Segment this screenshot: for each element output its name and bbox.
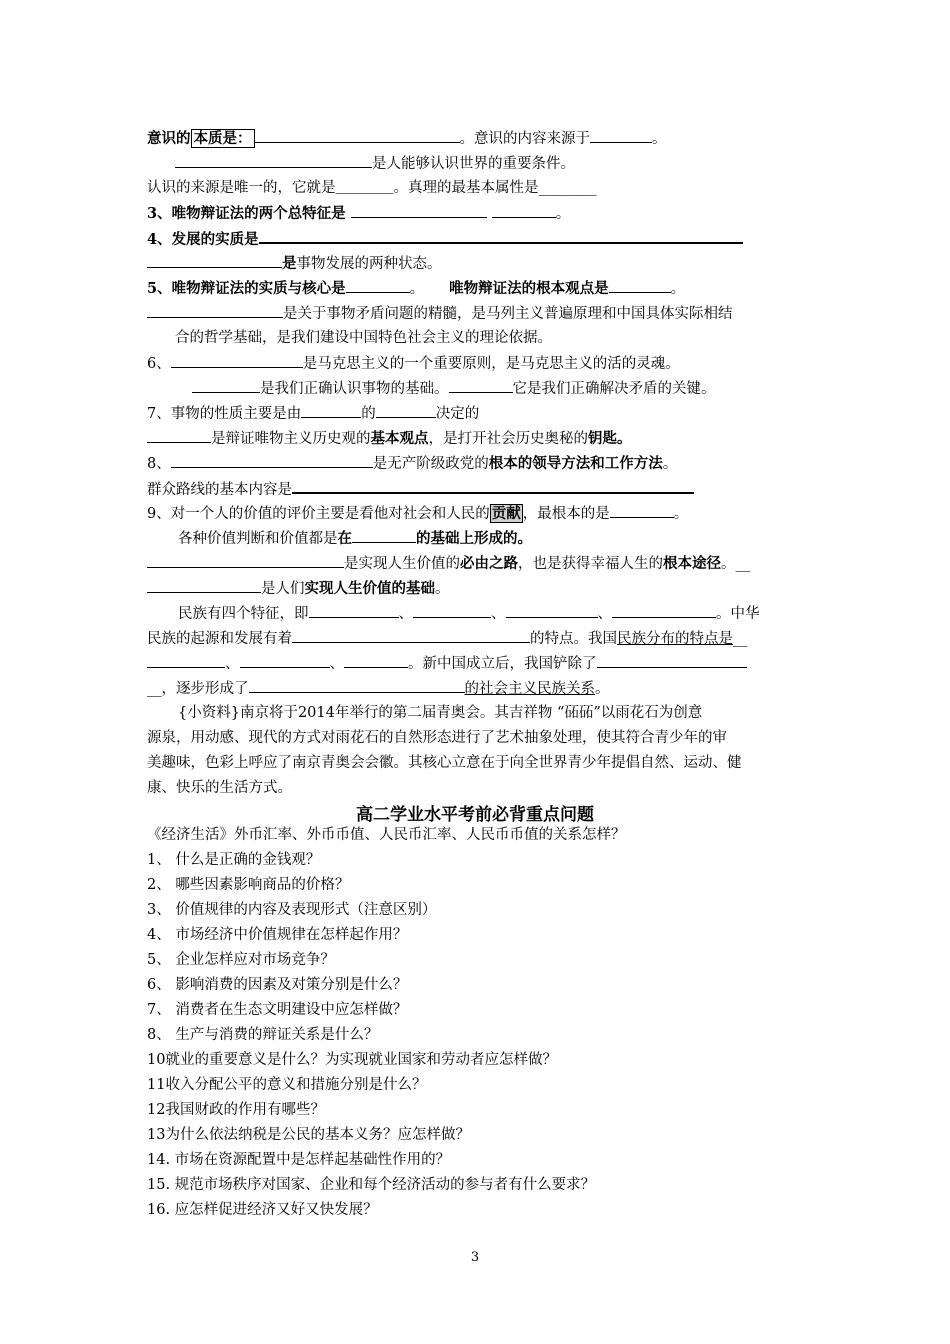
line-contradiction [147, 303, 812, 324]
text: 是我们正确认识事物的基础。 [260, 381, 449, 397]
text: 意识的 [147, 130, 191, 147]
line-cognition-condition [175, 153, 840, 174]
line-note-3: 美趣味，色彩上呼应了南京青奥会会徽。其核心立意在于向全世界青少年提倡自然、运动、健 [147, 755, 742, 771]
text: ，也是获得幸福人生的 [518, 556, 663, 572]
text: 事物发展的两种状态。 [296, 256, 442, 272]
line-life-value-basis [147, 578, 812, 599]
text: 它是我们正确解决矛盾的关键。 [512, 381, 716, 397]
text: 是实现人生价值的 [344, 556, 460, 572]
text: __，逐步形成了 [147, 681, 249, 697]
text: 群众路线的基本内容是 [147, 482, 292, 498]
text: 在 [337, 530, 352, 547]
text: 。新中国成立后，我国铲除了 [408, 656, 597, 672]
text: 、 [225, 656, 240, 672]
text: 民族有四个特征，即 [178, 606, 309, 622]
text: 是人们 [261, 581, 305, 597]
text: 。 [555, 206, 571, 222]
line-mass-line-content [147, 478, 812, 500]
text: 。 [652, 131, 667, 147]
fill-blank [147, 553, 344, 568]
text: 的特点。我国 [530, 631, 617, 647]
text: 唯物辩证法的根本观点是 [449, 280, 609, 297]
text: 8、 [147, 456, 171, 472]
line-life-value-path [147, 553, 812, 574]
text: 6、 [147, 356, 171, 372]
text: 的基础上形成的。 [416, 530, 532, 547]
text: 、 [329, 656, 344, 672]
text: 3、唯物辩证法的两个总特征是 [147, 205, 346, 222]
text: 《经济生活》 [147, 827, 234, 843]
fill-blank [597, 653, 747, 668]
fill-blank [292, 628, 530, 643]
fill-blank [147, 653, 225, 668]
text: 、 [491, 606, 506, 622]
fill-blank [147, 428, 211, 443]
text: 4、发展的实质是 [147, 231, 259, 248]
line-development [147, 228, 812, 250]
line-correct-understanding [192, 378, 857, 399]
line-nation-origin [147, 628, 812, 649]
list-item: 4、 市场经济中价值规律在怎样起作用？ [147, 927, 408, 943]
fill-blank [301, 403, 361, 418]
line-nature-of-things [147, 403, 812, 424]
text: 。意识的内容来源于 [459, 131, 590, 147]
fill-blank [609, 278, 671, 293]
text: 。 [409, 281, 425, 297]
text: 是辩证唯物主义历史观的 [211, 431, 371, 447]
list-item: 12我国财政的作用有哪些？ [147, 1102, 325, 1118]
fill-blank [492, 203, 556, 218]
list-item: 10就业的重要意义是什么？为实现就业国家和劳动者应怎样做？ [147, 1052, 557, 1068]
text: 。 [662, 456, 678, 472]
fill-blank [255, 128, 460, 143]
text: 5、唯物辩证法的实质与核心是 [147, 280, 346, 297]
text: 、 [597, 606, 612, 622]
fill-blank [292, 478, 694, 494]
text: 。 [595, 681, 610, 697]
list-item: 3、 价值规律的内容及表现形式（注意区别） [147, 902, 437, 918]
text: ，最根本的是 [522, 506, 610, 522]
text: __ [733, 631, 748, 647]
line-source-of-knowledge: 认识的来源是唯一的，它就是＿＿＿＿。真理的最基本属性是________ [147, 180, 597, 196]
line-dialectics-features [147, 203, 812, 224]
text: 实现人生价值的基础 [304, 580, 435, 597]
text: ，是打开社会历史奥秘的 [428, 431, 588, 447]
fill-blank [147, 303, 283, 318]
text: 的 [361, 406, 376, 422]
text: 决定的 [435, 406, 480, 422]
list-item: 11收入分配公平的意义和措施分别是什么？ [147, 1077, 427, 1093]
text: 是无产阶级政党的 [372, 456, 489, 472]
highlighted-term: 贡献 [491, 505, 521, 522]
list-item: 5、 企业怎样应对市场竞争？ [147, 952, 335, 968]
fill-blank [449, 378, 513, 393]
fill-blank [344, 653, 408, 668]
fill-blank [147, 578, 261, 593]
fill-blank [351, 203, 487, 218]
list-item: 6、 影响消费的因素及对策分别是什么？ [147, 977, 408, 993]
fill-blank [309, 603, 399, 618]
line-two-states [147, 253, 812, 274]
line-consciousness [147, 128, 812, 149]
text: 民族的起源和发展有着 [147, 631, 292, 647]
fill-blank [346, 278, 410, 293]
econ-heading [147, 825, 812, 845]
fill-blank [506, 603, 598, 618]
text: 外币汇率、外币币值、人民币汇率、人民币币值的关系怎样？ [234, 827, 626, 843]
text: 。 [670, 281, 686, 297]
text: 根本途径 [663, 555, 721, 572]
page-number: 3 [470, 1250, 480, 1265]
list-item: 14. 市场在资源配置中是怎样起基础性作用的？ [147, 1152, 451, 1168]
boxed-term: 本质是： [191, 129, 255, 148]
list-item: 2、 哪些因素影响商品的价格？ [147, 877, 350, 893]
list-item: 16. 应怎样促进经济又好又快发展？ [147, 1202, 378, 1218]
fill-blank [171, 353, 303, 368]
section-title: 高二学业水平考前必背重点问题 [356, 805, 594, 825]
line-value-judgement [178, 528, 843, 549]
text: 是关于事物矛盾问题的精髓，是马列主义普遍原理和中国具体实际相结 [283, 306, 733, 322]
text: 9、对一个人的价值的评价主要是看他对社会和人民的 [147, 506, 490, 522]
line-nation-distribution [147, 653, 812, 674]
fill-blank [147, 253, 282, 268]
fill-blank [240, 653, 330, 668]
line-note-4: 康、快乐的生活方式。 [147, 780, 292, 796]
list-item: 1、 什么是正确的金钱观？ [147, 852, 321, 868]
underlined-text: 民族分布的特点是 [617, 631, 733, 647]
fill-blank [175, 153, 372, 168]
text: 必由之路 [460, 555, 518, 572]
underlined-text: 的社会主义民族关系 [464, 681, 595, 697]
list-item: 13为什么依法纳税是公民的基本义务？应怎样做？ [147, 1127, 470, 1143]
fill-blank [413, 603, 491, 618]
list-item: 15. 规范市场秩序对国家、企业和每个经济活动的参与者有什么要求？ [147, 1177, 596, 1193]
text: 、 [398, 606, 413, 622]
line-historical-materialism [147, 428, 812, 449]
text: 是马克思主义的一个重要原则，是马克思主义的活的灵魂。 [302, 356, 680, 372]
text: 。 [435, 581, 450, 597]
fill-blank [610, 503, 674, 518]
fill-blank [171, 453, 373, 468]
fill-blank [376, 403, 436, 418]
text: 是 [282, 255, 297, 272]
line-marxism-principle [147, 353, 812, 374]
text: 各种价值判断和价值都是 [178, 531, 338, 547]
text: 钥匙。 [588, 430, 632, 447]
list-item: 7、 消费者在生态文明建设中应怎样做？ [147, 1002, 408, 1018]
fill-blank [192, 378, 260, 393]
text: 。 [673, 506, 689, 522]
text: 7、事物的性质主要是由 [147, 406, 302, 422]
text: 。__ [721, 556, 750, 572]
line-theory-basis: 合的哲学基础，是我们建设中国特色社会主义的理论依据。 [175, 330, 552, 346]
line-note-2: 源泉，用动感、现代的方式对雨花石的自然形态进行了艺术抽象处理，使其符合青少年的审 [147, 730, 727, 746]
text: 是人能够认识世界的重要条件。 [372, 156, 575, 172]
line-nation-features [178, 603, 843, 624]
list-item: 8、 生产与消费的辩证关系是什么？ [147, 1027, 379, 1043]
fill-blank [352, 528, 416, 543]
fill-blank [259, 228, 743, 244]
fill-blank [612, 603, 716, 618]
line-dialectics-core [147, 278, 812, 299]
line-nation-relations [147, 678, 812, 699]
line-note-1: {小资料}南京将于2014年举行的第二届青奥会。其吉祥物 “砳砳”以雨花石为创意 [178, 705, 703, 721]
line-value-evaluation [147, 503, 812, 524]
text: 。中华 [716, 606, 760, 622]
text: 根本的领导方法和工作方法 [488, 455, 663, 472]
text: 基本观点 [370, 430, 429, 447]
fill-blank [590, 128, 652, 143]
fill-blank [249, 678, 465, 693]
line-mass-line [147, 453, 812, 474]
